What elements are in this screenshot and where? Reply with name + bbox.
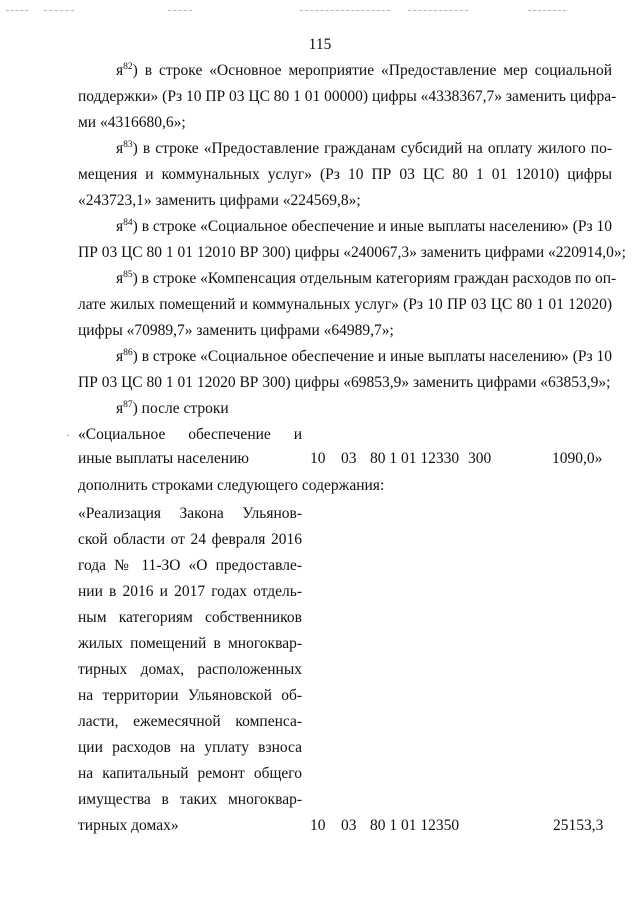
table-cell-amount: 25153,3 bbox=[553, 817, 604, 834]
paragraph-line: дополнить строками следующего содержания: bbox=[78, 477, 385, 494]
table-row-label: тирных домах» bbox=[78, 817, 179, 834]
paragraph-line: ПР 03 ЦС 80 1 01 12010 ВР 300) цифры «240067,3» заменить цифрами «220914,0»; bbox=[78, 244, 626, 261]
table-row-label: ции расходов на уплату взноса bbox=[78, 739, 302, 756]
scan-artifact-line bbox=[6, 10, 28, 11]
scan-artifact-line bbox=[300, 10, 390, 11]
paragraph-line: цифры «70989,7» заменить цифрами «64989,7»; bbox=[78, 322, 394, 339]
table-row-label: года № 11-ЗО «О предоставле- bbox=[78, 557, 302, 574]
table-row-label: жилых помещений в многоквар- bbox=[78, 635, 302, 652]
paragraph-line: поддержки» (Рз 10 ПР 03 ЦС 80 1 01 00000) цифры «4338367,7» заменить цифра- bbox=[78, 88, 617, 105]
table-row-label: на капитальный ремонт общего bbox=[78, 765, 302, 782]
paragraph-line: $я^{85}$) в строке «Компенсация отдельным категориям граждан расходов по оп- bbox=[116, 270, 617, 287]
table-cell-pr: 03 bbox=[341, 817, 357, 834]
paragraph-line: $я^{86}$) в строке «Социальное обеспечение и иные выплаты населению» (Рз 10 bbox=[116, 348, 612, 365]
table-cell-pr: 03 bbox=[341, 450, 357, 467]
margin-mark: · bbox=[66, 428, 70, 442]
paragraph-line: «243723,1» заменить цифрами «224569,8»; bbox=[78, 192, 361, 209]
table-cell-vr: 300 bbox=[468, 450, 492, 467]
paragraph-line: лате жилых помещений и коммунальных услуг» (Рз 10 ПР 03 ЦС 80 1 01 12020) bbox=[78, 296, 612, 313]
paragraph-line: мещения и коммунальных услуг» (Рз 10 ПР 03 ЦС 80 1 01 12010) цифры bbox=[78, 166, 612, 183]
paragraph-line: ПР 03 ЦС 80 1 01 12020 ВР 300) цифры «69853,9» заменить цифрами «63853,9»; bbox=[78, 374, 611, 391]
table-row-label: ской области от 24 февраля 2016 bbox=[78, 531, 302, 548]
table-cell-cs: 80 1 01 12330 bbox=[370, 450, 460, 467]
table-cell-cs: 80 1 01 12350 bbox=[370, 817, 460, 834]
paragraph-line: $я^{83}$) в строке «Предоставление гражданам субсидий на оплату жилого по- bbox=[116, 140, 612, 157]
table-cell-rz: 10 bbox=[310, 817, 326, 834]
table-row-label: иные выплаты населению bbox=[78, 450, 249, 467]
scan-artifact-line bbox=[528, 10, 566, 11]
scan-artifact-line bbox=[168, 10, 192, 11]
page-number: 115 bbox=[308, 36, 332, 53]
table-row-label: имущества в таких многоквар- bbox=[78, 791, 302, 808]
table-row-label: ным категориям собственников bbox=[78, 609, 302, 626]
scan-artifact-line bbox=[44, 10, 74, 11]
table-cell-rz: 10 bbox=[310, 450, 326, 467]
table-row-label: «Социальное обеспечение и bbox=[78, 426, 302, 443]
table-cell-amount: 1090,0» bbox=[552, 450, 603, 467]
table-row-label: «Реализация Закона Ульянов- bbox=[78, 505, 302, 522]
table-row-label: на территории Ульяновской об- bbox=[78, 687, 302, 704]
paragraph-line: $я^{87}$) после строки bbox=[116, 400, 229, 417]
table-row-label: тирных домах, расположенных bbox=[78, 661, 302, 678]
scan-artifact-line bbox=[408, 10, 468, 11]
table-row-label: нии в 2016 и 2017 годах отдель- bbox=[78, 583, 302, 600]
paragraph-line: ми «4316680,6»; bbox=[78, 114, 186, 131]
table-row-label: ласти, ежемесячной компенса- bbox=[78, 713, 302, 730]
paragraph-line: $я^{84}$) в строке «Социальное обеспечение и иные выплаты населению» (Рз 10 bbox=[116, 218, 612, 235]
paragraph-line: $я^{82}$) в строке «Основное мероприятие «Предоставление мер социальной bbox=[116, 62, 612, 79]
